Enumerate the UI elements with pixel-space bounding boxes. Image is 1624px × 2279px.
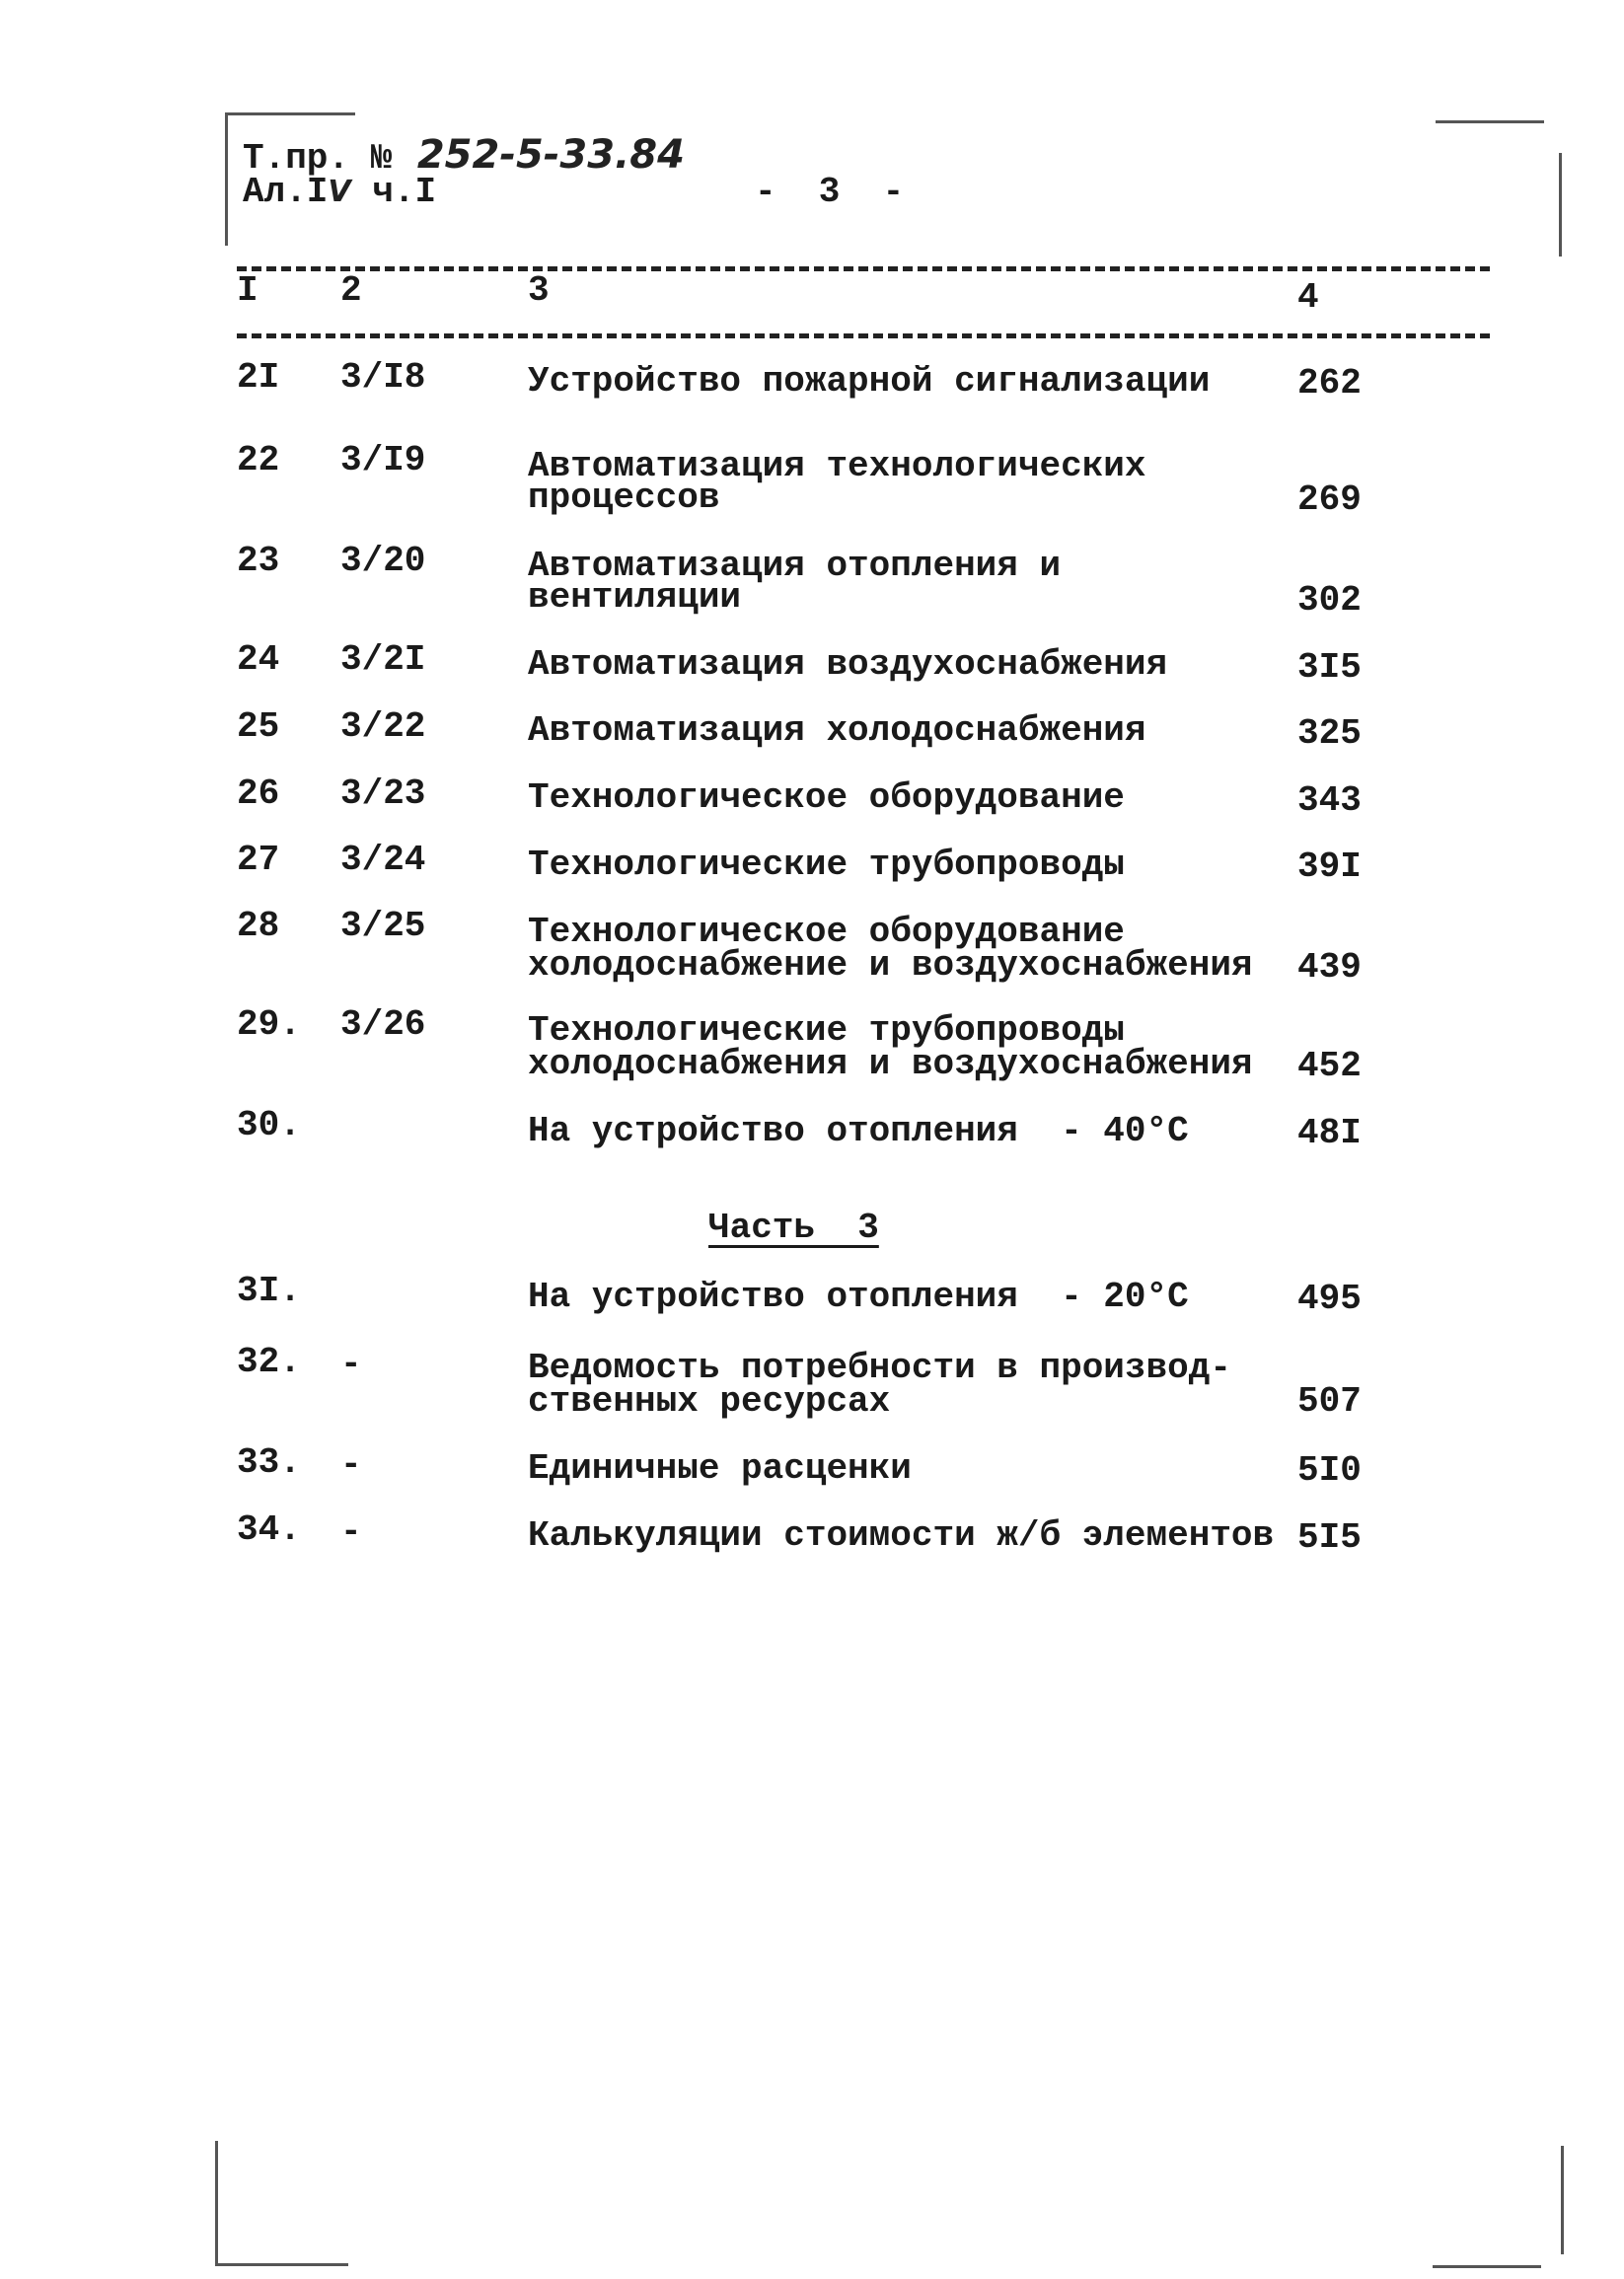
- row-code: 3/23: [340, 773, 426, 814]
- corner-mark-top-left-v: [225, 112, 228, 246]
- row-number: 3I.: [237, 1271, 301, 1311]
- row-title: Единичные расценки: [528, 1448, 912, 1489]
- row-title: Технологическое оборудование: [528, 912, 1125, 952]
- row-title: Автоматизация технологических: [528, 446, 1146, 486]
- row-title-cont: холодоснабжение и воздухоснабжения: [528, 945, 1253, 986]
- row-code: 3/25: [340, 906, 426, 946]
- row-page: 302: [1297, 580, 1362, 621]
- row-page: 269: [1297, 479, 1362, 520]
- row-page: 452: [1297, 1046, 1362, 1086]
- row-title-cont: ственных ресурсах: [528, 1381, 891, 1422]
- row-code: -: [340, 1444, 362, 1485]
- row-number: 25: [237, 706, 280, 747]
- row-title-cont: холодоснабжения и воздухоснабжения: [528, 1044, 1253, 1084]
- album-typed: Ал.I: [243, 172, 329, 212]
- row-page: 5I5: [1297, 1517, 1362, 1558]
- row-code: 3/I8: [340, 357, 426, 398]
- row-number: 29.: [237, 1004, 301, 1045]
- col-header-4: 4: [1297, 277, 1319, 318]
- row-title: Технологические трубопроводы: [528, 1010, 1125, 1051]
- row-number: 30.: [237, 1105, 301, 1145]
- row-number: 27: [237, 840, 280, 880]
- row-number: 33.: [237, 1442, 301, 1483]
- row-number: 32.: [237, 1342, 301, 1382]
- row-title: Ведомость потребности в производ-: [528, 1348, 1231, 1388]
- album-handwritten: V: [328, 175, 351, 209]
- row-page: 3I5: [1297, 647, 1362, 688]
- row-page: 343: [1297, 780, 1362, 821]
- row-title: Автоматизация холодоснабжения: [528, 710, 1146, 751]
- row-code: -: [340, 1511, 362, 1552]
- row-number: 26: [237, 773, 280, 814]
- section-title: Часть 3: [708, 1208, 879, 1248]
- row-number: 22: [237, 440, 280, 480]
- row-title: Технологическое оборудование: [528, 777, 1125, 818]
- col-header-1: I: [237, 270, 258, 311]
- doc-code-line-1: [243, 132, 685, 179]
- corner-mark-bottom-right-h: [1433, 2265, 1541, 2268]
- row-number: 23: [237, 541, 280, 581]
- corner-mark-top-right-v: [1559, 153, 1562, 257]
- row-page: 39I: [1297, 846, 1362, 887]
- corner-mark-bottom-left-v: [215, 2141, 218, 2264]
- row-title-cont: вентиляции: [528, 577, 742, 618]
- row-page: 507: [1297, 1381, 1362, 1422]
- row-title: Автоматизация воздухоснабжения: [528, 644, 1168, 685]
- row-code: 3/22: [340, 706, 426, 747]
- row-code: 3/24: [340, 840, 426, 880]
- row-code: 3/2I: [340, 639, 426, 680]
- doc-code-typed: Т.пр. №: [243, 138, 393, 179]
- row-page: 5I0: [1297, 1450, 1362, 1491]
- row-code: 3/26: [340, 1004, 426, 1045]
- col-header-2: 2: [340, 270, 362, 311]
- row-number: 24: [237, 639, 280, 680]
- row-title: На устройство отопления - 40°С: [528, 1111, 1189, 1151]
- row-number: 2I: [237, 357, 280, 398]
- corner-mark-top-left-h: [227, 112, 355, 115]
- row-page: 325: [1297, 713, 1362, 754]
- row-number: 28: [237, 906, 280, 946]
- row-title: Автоматизация отопления и: [528, 546, 1062, 586]
- row-number: 34.: [237, 1509, 301, 1550]
- row-page: 439: [1297, 947, 1362, 988]
- col-header-3: 3: [528, 270, 550, 311]
- row-code: -: [340, 1344, 362, 1384]
- row-title: Калькуляции стоимости ж/б элементов: [528, 1515, 1275, 1556]
- doc-code-handwritten: 252-5-33.84: [416, 132, 685, 178]
- page-number: - 3 -: [755, 172, 905, 212]
- row-title-cont: процессов: [528, 478, 720, 518]
- header-rule-bottom: [237, 333, 1490, 338]
- row-title: Устройство пожарной сигнализации: [528, 361, 1211, 402]
- corner-mark-bottom-left-h: [215, 2263, 348, 2266]
- row-code: 3/20: [340, 541, 426, 581]
- row-title: Технологические трубопроводы: [528, 845, 1125, 885]
- corner-mark-bottom-right-v: [1561, 2146, 1564, 2254]
- doc-code-line-2: [243, 172, 437, 212]
- row-code: 3/I9: [340, 440, 426, 480]
- row-page: 262: [1297, 363, 1362, 404]
- row-page: 495: [1297, 1279, 1362, 1319]
- row-page: 48I: [1297, 1113, 1362, 1153]
- header-rule-top: [237, 266, 1490, 271]
- part-typed: ч.I: [372, 172, 437, 212]
- row-title: На устройство отопления - 20°С: [528, 1277, 1189, 1317]
- corner-mark-top-right-h: [1436, 120, 1544, 123]
